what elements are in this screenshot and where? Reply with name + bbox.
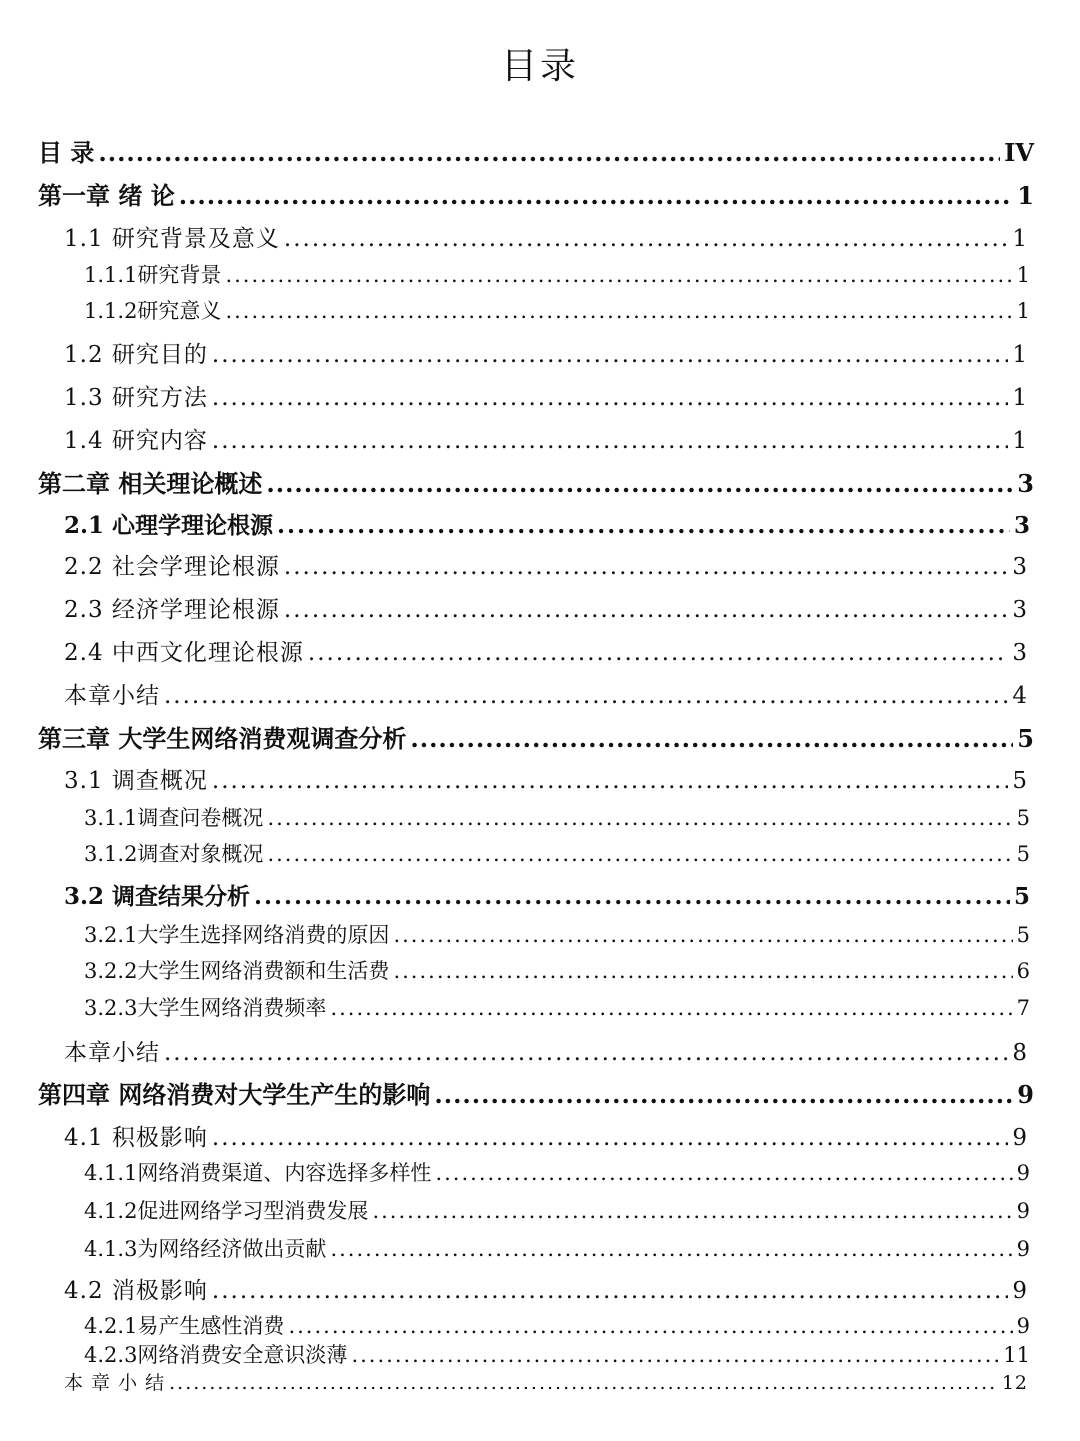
toc-entry-section[interactable]: [64, 220, 1028, 253]
toc-entry-section[interactable]: [64, 762, 1028, 795]
toc-entry-section[interactable]: [64, 422, 1028, 455]
toc-entry-chapter[interactable]: [38, 176, 1034, 211]
toc-entry-label: 4.1.2促进网络学习型消费发展: [84, 1199, 369, 1223]
dot-leader: [225, 299, 1012, 323]
toc-entry-subsection[interactable]: [84, 259, 1030, 289]
toc-entry-page: 7: [1016, 996, 1030, 1020]
toc-entry-label: 4.2.1易产生感性消费: [84, 1314, 285, 1338]
toc-entry-subsection[interactable]: [84, 838, 1030, 868]
toc-entry-label: 第三章 大学生网络消费观调查分析: [38, 724, 407, 753]
toc-entry-label: 4.2.3网络消费安全意识淡薄: [84, 1343, 348, 1367]
dot-leader: [225, 263, 1012, 287]
toc-entry-label: 1.1 研究背景及意义: [64, 226, 280, 252]
toc-entry-page: 5: [1017, 724, 1034, 753]
toc-entry-label: 1.3 研究方法: [64, 385, 208, 411]
toc-entry-subsection[interactable]: [84, 955, 1030, 985]
dot-leader: [212, 428, 1008, 454]
toc-entry-page: 5: [1013, 883, 1030, 910]
toc-entry-label: 4.1 积极影响: [64, 1125, 208, 1151]
toc-entry-subsection[interactable]: [84, 1195, 1030, 1225]
toc-entry-page: 3: [1017, 469, 1034, 498]
dot-leader: [410, 724, 1013, 753]
dot-leader: [372, 1199, 1012, 1223]
toc-entry-page: 9: [1016, 1237, 1030, 1261]
dot-leader: [351, 1343, 999, 1367]
dot-leader: [288, 1314, 1012, 1338]
toc-entry-label: 3.2.2大学生网络消费额和生活费: [84, 959, 390, 983]
toc-entry-label: 1.4 研究内容: [64, 428, 208, 454]
dot-leader: [330, 1237, 1012, 1261]
toc-entry-chapter[interactable]: [38, 464, 1034, 499]
toc-entry-subsection[interactable]: [84, 802, 1030, 832]
toc-entry-label: 3.2.3大学生网络消费频率: [84, 996, 327, 1020]
dot-leader: [308, 640, 1008, 666]
page-title: 目录: [500, 46, 579, 87]
dot-leader: [277, 512, 1010, 539]
dot-leader: [164, 1040, 1008, 1066]
toc-entry-page: 5: [1012, 768, 1028, 794]
toc-entry-section[interactable]: [64, 548, 1028, 581]
dot-leader: [266, 469, 1013, 498]
toc-entry-label: 第二章 相关理论概述: [38, 469, 263, 498]
dot-leader: [267, 806, 1012, 830]
toc-entry-label: 4.1.1网络消费渠道、内容选择多样性: [84, 1161, 432, 1185]
toc-entry-page: 12: [1001, 1372, 1028, 1394]
toc-entry-label: 4.2 消极影响: [64, 1278, 208, 1304]
dot-leader: [284, 597, 1008, 623]
toc-entry-page: 5: [1016, 842, 1030, 866]
toc-entry-label: 1.2 研究目的: [64, 342, 208, 368]
dot-leader: [179, 181, 1014, 210]
toc-entry-page: 3: [1012, 640, 1028, 666]
toc-entry-page: 9: [1016, 1161, 1030, 1185]
toc-entry-subsection[interactable]: [84, 919, 1030, 949]
toc-entry-page: 1: [1012, 385, 1028, 411]
dot-leader: [164, 683, 1008, 709]
toc-entry-label: 第一章 绪 论: [38, 181, 175, 210]
dot-leader: [330, 996, 1012, 1020]
toc-entry-label: 第四章 网络消费对大学生产生的影响: [38, 1080, 431, 1109]
dot-leader: [212, 768, 1008, 794]
toc-entry-subsection[interactable]: [84, 1339, 1030, 1369]
toc-entry-subsection[interactable]: [84, 1310, 1030, 1340]
toc-entry-label: 4.1.3为网络经济做出贡献: [84, 1237, 327, 1261]
toc-entry-section[interactable]: [64, 1119, 1028, 1152]
dot-leader: [284, 226, 1008, 252]
toc-entry-label: 1.1.2研究意义: [84, 299, 222, 323]
toc-entry-page: 9: [1012, 1278, 1028, 1304]
toc-entry-section[interactable]: [64, 878, 1030, 911]
toc-entry-page: 9: [1016, 1314, 1030, 1338]
dot-leader: [434, 1080, 1013, 1109]
toc-entry-subsection[interactable]: [84, 1233, 1030, 1263]
toc-entry-section[interactable]: [64, 634, 1028, 667]
toc-entry-summary[interactable]: [64, 1034, 1028, 1067]
toc-entry-page: 1: [1012, 226, 1028, 252]
toc-entry-contents[interactable]: [38, 133, 1034, 168]
toc-entry-label: 本章小结: [64, 683, 160, 709]
toc-entry-page: 6: [1016, 959, 1030, 983]
toc-entry-page: 11: [1003, 1343, 1030, 1367]
toc-entry-label: 2.1 心理学理论根源: [64, 512, 274, 539]
toc-entry-subsection[interactable]: [84, 992, 1030, 1022]
toc-entry-chapter[interactable]: [38, 1075, 1034, 1110]
toc-entry-section[interactable]: [64, 591, 1028, 624]
toc-entry-page: 5: [1016, 923, 1030, 947]
dot-leader: [435, 1161, 1012, 1185]
toc-entry-label: 3.1.2调查对象概况: [84, 842, 264, 866]
toc-entry-label: 3.2.1大学生选择网络消费的原因: [84, 923, 390, 947]
toc-entry-page: IV: [1004, 138, 1034, 167]
toc-entry-page: 9: [1016, 1199, 1030, 1223]
dot-leader: [212, 1278, 1008, 1304]
dot-leader: [393, 923, 1012, 947]
toc-entry-page: 5: [1016, 806, 1030, 830]
toc-entry-page: 1: [1012, 428, 1028, 454]
toc-entry-page: 8: [1012, 1040, 1028, 1066]
toc-entry-page: 1: [1016, 263, 1030, 287]
toc-entry-label: 2.4 中西文化理论根源: [64, 640, 304, 666]
dot-leader: [284, 554, 1008, 580]
toc-entry-label: 3.2 调查结果分析: [64, 883, 251, 910]
toc-entry-label: 2.3 经济学理论根源: [64, 597, 280, 623]
toc-entry-subsection[interactable]: [84, 295, 1030, 325]
toc-entry-summary[interactable]: [64, 677, 1028, 710]
toc-entry-page: 3: [1012, 597, 1028, 623]
dot-leader: [393, 959, 1012, 983]
toc-entry-label: 3.1.1调查问卷概况: [84, 806, 264, 830]
toc-entry-label: 本章小结: [64, 1040, 160, 1066]
toc-entry-label: 2.2 社会学理论根源: [64, 554, 280, 580]
toc-entry-label: 1.1.1研究背景: [84, 263, 222, 287]
toc-entry-label: 3.1 调查概况: [64, 768, 208, 794]
dot-leader: [212, 385, 1008, 411]
toc-entry-section[interactable]: [64, 1272, 1028, 1305]
toc-entry-summary[interactable]: [64, 1368, 1028, 1395]
dot-leader: [267, 842, 1012, 866]
toc-entry-page: 9: [1012, 1125, 1028, 1151]
toc-entry-page: 1: [1016, 299, 1030, 323]
toc-entry-section[interactable]: [64, 336, 1028, 369]
dot-leader: [254, 883, 1010, 910]
toc-entry-chapter[interactable]: [38, 719, 1034, 754]
toc-entry-subsection[interactable]: [84, 1157, 1030, 1187]
dot-leader: [212, 1125, 1008, 1151]
toc-entry-label: 本 章 小 结: [64, 1372, 166, 1394]
dot-leader: [169, 1372, 998, 1394]
toc-entry-page: 4: [1012, 683, 1028, 709]
toc-entry-page: 3: [1013, 512, 1030, 539]
toc-entry-section[interactable]: [64, 507, 1030, 540]
toc-entry-page: 9: [1017, 1080, 1034, 1109]
toc-entry-page: 3: [1012, 554, 1028, 580]
dot-leader: [98, 138, 1000, 167]
toc-entry-section[interactable]: [64, 379, 1028, 412]
toc-entry-page: 1: [1012, 342, 1028, 368]
dot-leader: [212, 342, 1008, 368]
toc-entry-label: 目 录: [38, 138, 95, 167]
toc-entry-page: 1: [1017, 181, 1034, 210]
